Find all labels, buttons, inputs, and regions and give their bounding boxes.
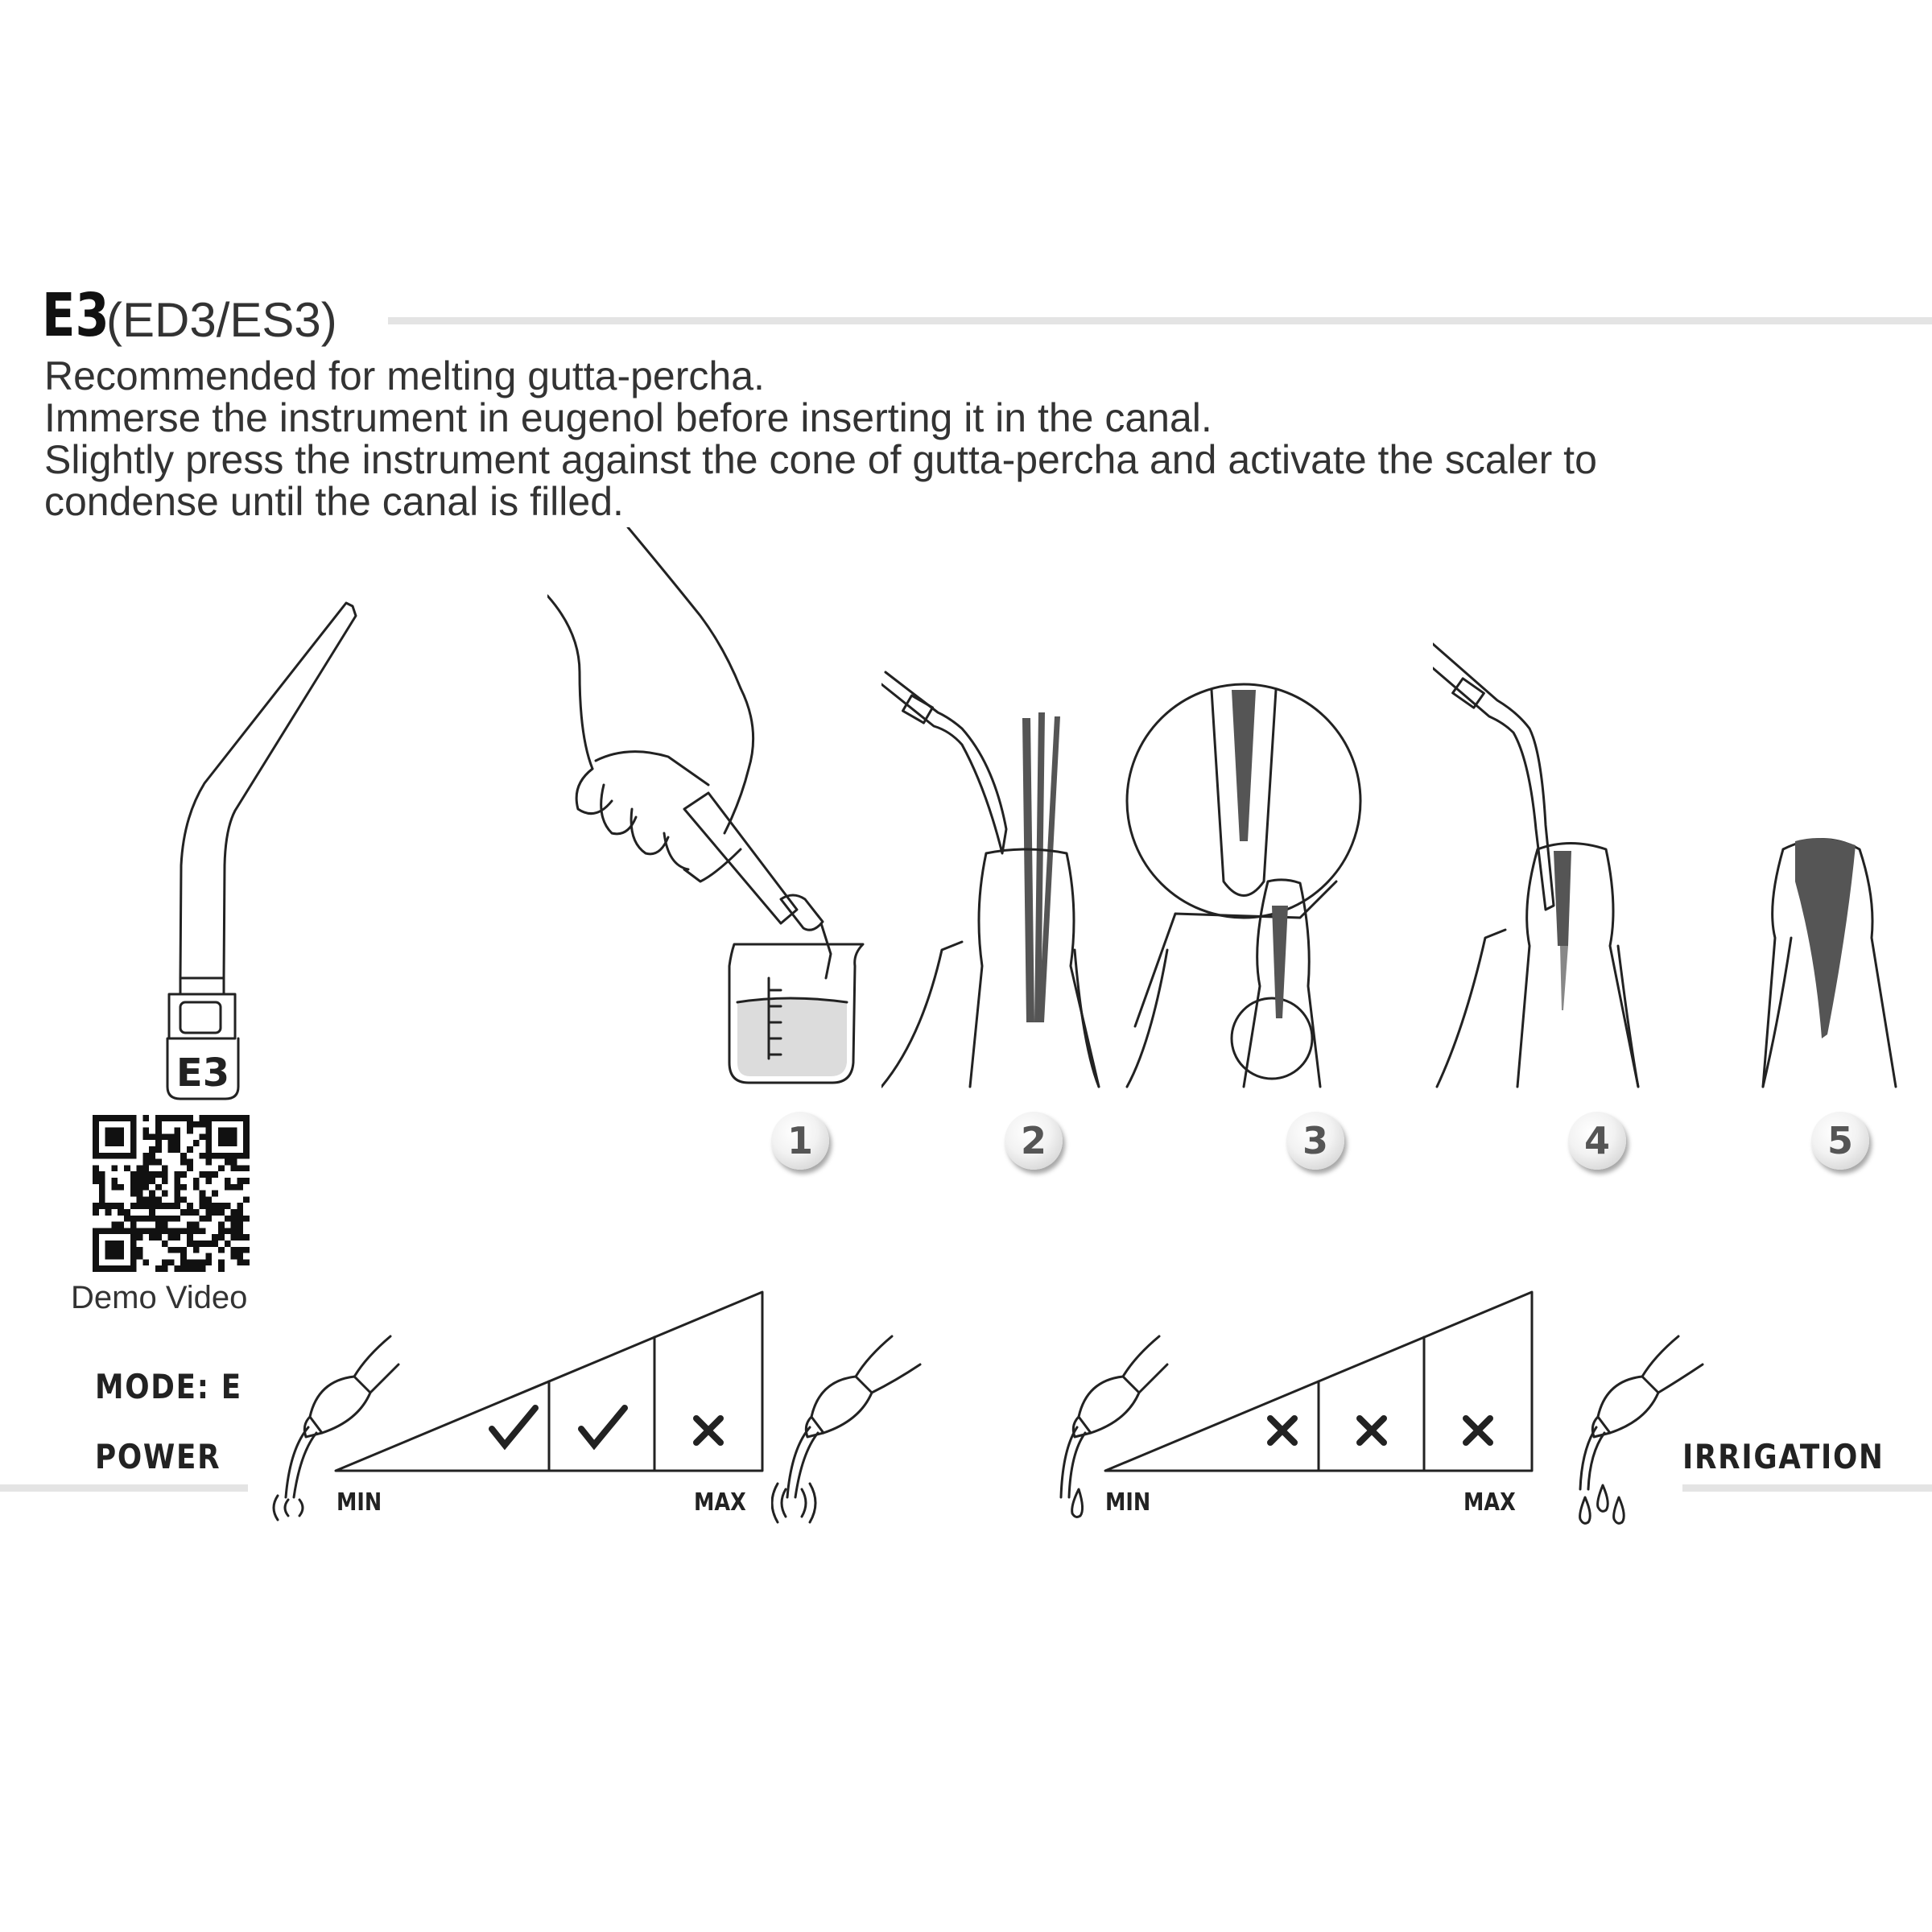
irrigation-scale: [1101, 1288, 1536, 1481]
high-irrigation-handpiece-icon: [1574, 1332, 1711, 1534]
power-scale: [332, 1288, 766, 1481]
demo-video-caption: Demo Video: [71, 1280, 248, 1315]
demo-video-qr-code[interactable]: [93, 1115, 250, 1272]
power-max-label: MAX: [694, 1488, 746, 1517]
description-line-1: Recommended for melting gutta-percha.: [44, 353, 765, 398]
step-5-illustration: [1759, 833, 1900, 1091]
step-3-illustration: [1123, 680, 1385, 1091]
irrigation-cross-icon-3: [1466, 1418, 1490, 1443]
mode-label: MODE: E: [95, 1367, 242, 1406]
scaler-tip-illustration: [153, 600, 362, 1107]
bottom-divider-left: [0, 1484, 248, 1492]
power-check-icon-2: [581, 1408, 625, 1445]
tip-label: E3: [175, 1051, 230, 1096]
high-vibration-handpiece-icon: [771, 1332, 924, 1525]
step-badge-4: 4: [1568, 1112, 1626, 1170]
irrigation-max-label: MAX: [1463, 1488, 1516, 1517]
power-min-label: MIN: [336, 1488, 382, 1517]
step-badge-2: 2: [1005, 1112, 1063, 1170]
tip-code-title: E3: [42, 281, 109, 350]
power-check-icon-1: [492, 1408, 535, 1445]
step-2-illustration: [881, 668, 1107, 1091]
description-line-2: Immerse the instrument in eugenol before inserting it in the canal.: [44, 395, 1212, 440]
step-4-illustration: [1433, 640, 1662, 1091]
title-divider: [388, 317, 1932, 324]
step-badge-3: 3: [1286, 1112, 1344, 1170]
irrigation-min-label: MIN: [1105, 1488, 1151, 1517]
step-1-illustration: [547, 527, 886, 1091]
description-line-3: Slightly press the instrument against the cone of gutta-percha and activate the scaler to: [44, 437, 1597, 482]
irrigation-label: IRRIGATION: [1682, 1437, 1885, 1476]
description-line-4: condense until the canal is filled.: [44, 479, 624, 524]
step-badge-5: 5: [1811, 1112, 1869, 1170]
bottom-divider-right: [1682, 1484, 1932, 1492]
irrigation-cross-icon-2: [1360, 1418, 1384, 1443]
step-badge-1: 1: [771, 1112, 829, 1170]
power-cross-icon-3: [696, 1418, 720, 1443]
power-label: POWER: [95, 1437, 221, 1476]
tip-variants: (ED3/ES3): [106, 293, 337, 347]
irrigation-cross-icon-1: [1270, 1418, 1294, 1443]
